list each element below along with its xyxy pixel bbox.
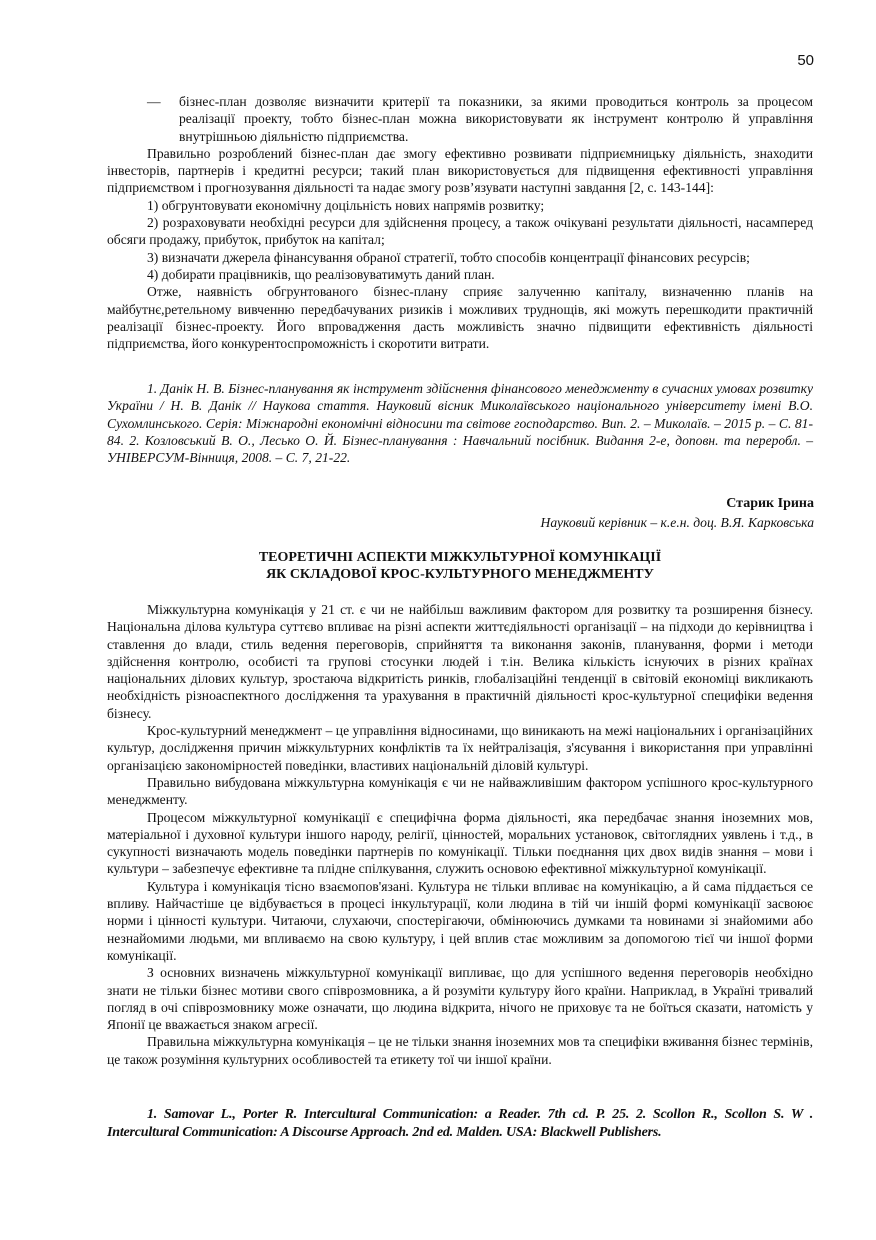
references-section xyxy=(107,380,813,466)
dash-list-item xyxy=(107,93,813,145)
paragraph: Крос-культурний менеджмент – це управління відносинами, що виникають на межі національних і організаційних культур, дослідження причин міжкультурних конфліктів та їх нейтралізація, з'ясування і використання при управлінні організацією закономірностей поведінки, властивих національній діловій культурі. xyxy=(107,723,813,773)
article-body xyxy=(107,601,813,1068)
title-line-2: ЯК СКЛАДОВОЇ КРОС-КУЛЬТУРНОГО МЕНЕДЖМЕНТУ xyxy=(266,567,654,582)
article-title xyxy=(107,549,813,583)
title-line-1: ТЕОРЕТИЧНІ АСПЕКТИ МІЖКУЛЬТУРНОЇ КОМУНІКАЦІЇ xyxy=(258,550,662,565)
paragraph: Міжкультурна комунікація у 21 ст. є чи не найбільш важливим фактором для розвитку та розширення бізнесу. Національна ділова культура суттєво впливає на різні аспекти життєдіяльності організації – на підходи до керівництва і ставлення до влади, стиль ведення переговорів, сприйняття та виконання законів, планування, форми і методи здійснення контролю, особисті та групові стосунки людей і т.ін. Велика кількість існуючих в різних країнах національних ділових культур, зростаюча відкритість ринків, глобалізаційні тенденції в світовій економіці викликають необхідність різноаспектного дослідження та урахування в практичній діяльності крос-культурної специфіки ведення бізнесу. xyxy=(107,602,813,721)
paragraph: Правильно розроблений бізнес-план дає змогу ефективно розвивати підприємницьку діяльність, знаходити інвесторів, партнерів і кредитні ресурси; такий план використовується для підвищення ефективності управління підприємством і прогнозування діяльності та надає змогу розв’язувати наступні завдання [2, с. 143-144]: xyxy=(107,145,813,196)
list-item: 4) добирати працівників, що реалізовуватимуть даний план. xyxy=(147,266,495,282)
paragraph: Культура і комунікація тісно взаємопов'язані. Культура нє тільки впливає на комунікацію, а й сама піддається се впливу. Найчастіше це відбувається в процесі інкультурації, коли людина в тій чи іншій формі комунікації засвоює норми і цінності культури. Читаючи, слухаючи, спостерігаючи, обмінюючись думками та новинами зі знайомими або незнайомими людьми, ми впливаємо на свою культуру, і цей вплив стає можливим за допомогою тієї чи іншої форми комунікації. xyxy=(107,878,813,963)
page-number: 50 xyxy=(797,52,814,69)
paragraph: Правильно вибудована міжкультурна комунікація є чи не найважливішим фактором успішного крос-культурного менеджменту. xyxy=(107,774,813,808)
dash-item-text: бізнес-план дозволяє визначити критерії та показники, за якими проводиться контроль за процесом реалізації проекту, тобто бізнес-план можна використовувати як інструмент контролю й управління внутрішньою діяльністю підприємства. xyxy=(179,94,813,144)
paragraph: Правильна міжкультурна комунікація – це не тільки знання іноземних мов та специфіки вживання бізнес термінів, це також розуміння культурних особливостей та етикету тої чи іншої країни. xyxy=(107,1034,813,1067)
list-item: 3) визначати джерела фінансування обраної стратегії, тобто способів концентрації фінансових ресурсів; xyxy=(147,249,750,265)
paragraph: Отже, наявність обгрунтованого бізнес-плану сприяє залученню капіталу, визначенню планів на майбутнє,ретельному вивченню передбачуваних ризиків і можливих труднощів, які можуть перешкодити практичній реалізації бізнес-проекту. Його впровадження дасть можливість значно підвищити ефективність діяльності підприємства, його конкурентоспроможність і скоротити витрати. xyxy=(107,284,813,352)
dash-marker: — xyxy=(147,94,161,109)
list-item: 1) обгрунтовувати економічну доцільність нових напрямів розвитку; xyxy=(147,197,545,213)
paragraph: З основних визначень міжкультурної комунікації випливає, що для успішного ведення переговорів необхідно знати не тільки бізнес мотиви свого співрозмовника, а й розуміти культуру його країни. Наприклад, в Україні тривалий погляд в очі співрозмовнику може означати, що людина відкрита, нічого не приховує та не боїться сказати, натомість у Японії це вважається знаком агресії. xyxy=(107,965,813,1033)
paragraph: Процесом міжкультурної комунікації є специфічна форма діяльності, яка передбачає знання іноземних мов, матеріальної і духовної культури іншого народу, релігії, цінностей, моральних установок, світоглядних уявлень і т.д., в сукупності визначають модель поведінки партнерів по комунікації. Тільки поєднання цих двох видів знання – мови і культури – забезпечує ефективне та плідне спілкування, служить основою ефективної міжкультурної комунікації. xyxy=(107,809,813,877)
article-references: 1. Samovar L., Porter R. Intercultural Communication: a Reader. 7th cd. P. 25. 2. Scollon R., Scollon S. W . Intercultural Communication: A Discourse Approach. 2nd ed. Malden. USA: Blackwell Publishers. xyxy=(107,1107,813,1140)
top-section xyxy=(107,93,813,352)
scientific-advisor: Науковий керівник – к.е.н. доц. В.Я. Карковська xyxy=(540,515,814,530)
list-item: 2) розраховувати необхідні ресурси для здійснення процесу, а також очікувані результати діяльності, насамперед обсяги продажу, прибуток, прибуток на капітал; xyxy=(107,215,813,248)
references-text: 1. Данік Н. В. Бізнес-планування як інструмент здійснення фінансового менеджменту в сучасних умовах розвитку України / Н. В. Данік // Наукова стаття. Науковий вісник Миколаївського національного університету імені В.О. Сухомлинського. Серія: Міжнародні економічні відносини та світове господарство. Вип. 2. – Миколаїв. – 2015 р. – С. 81-84. 2. Козловський В. О., Лесько О. Й. Бізнес-планування : Навчальний посібник. Видання 2-е, доповн. та переробл. – УНІВЕРСУМ-Вінниця, 2008. – С. 7, 21-22. xyxy=(107,381,813,466)
author-name: Старик Ірина xyxy=(726,496,814,511)
